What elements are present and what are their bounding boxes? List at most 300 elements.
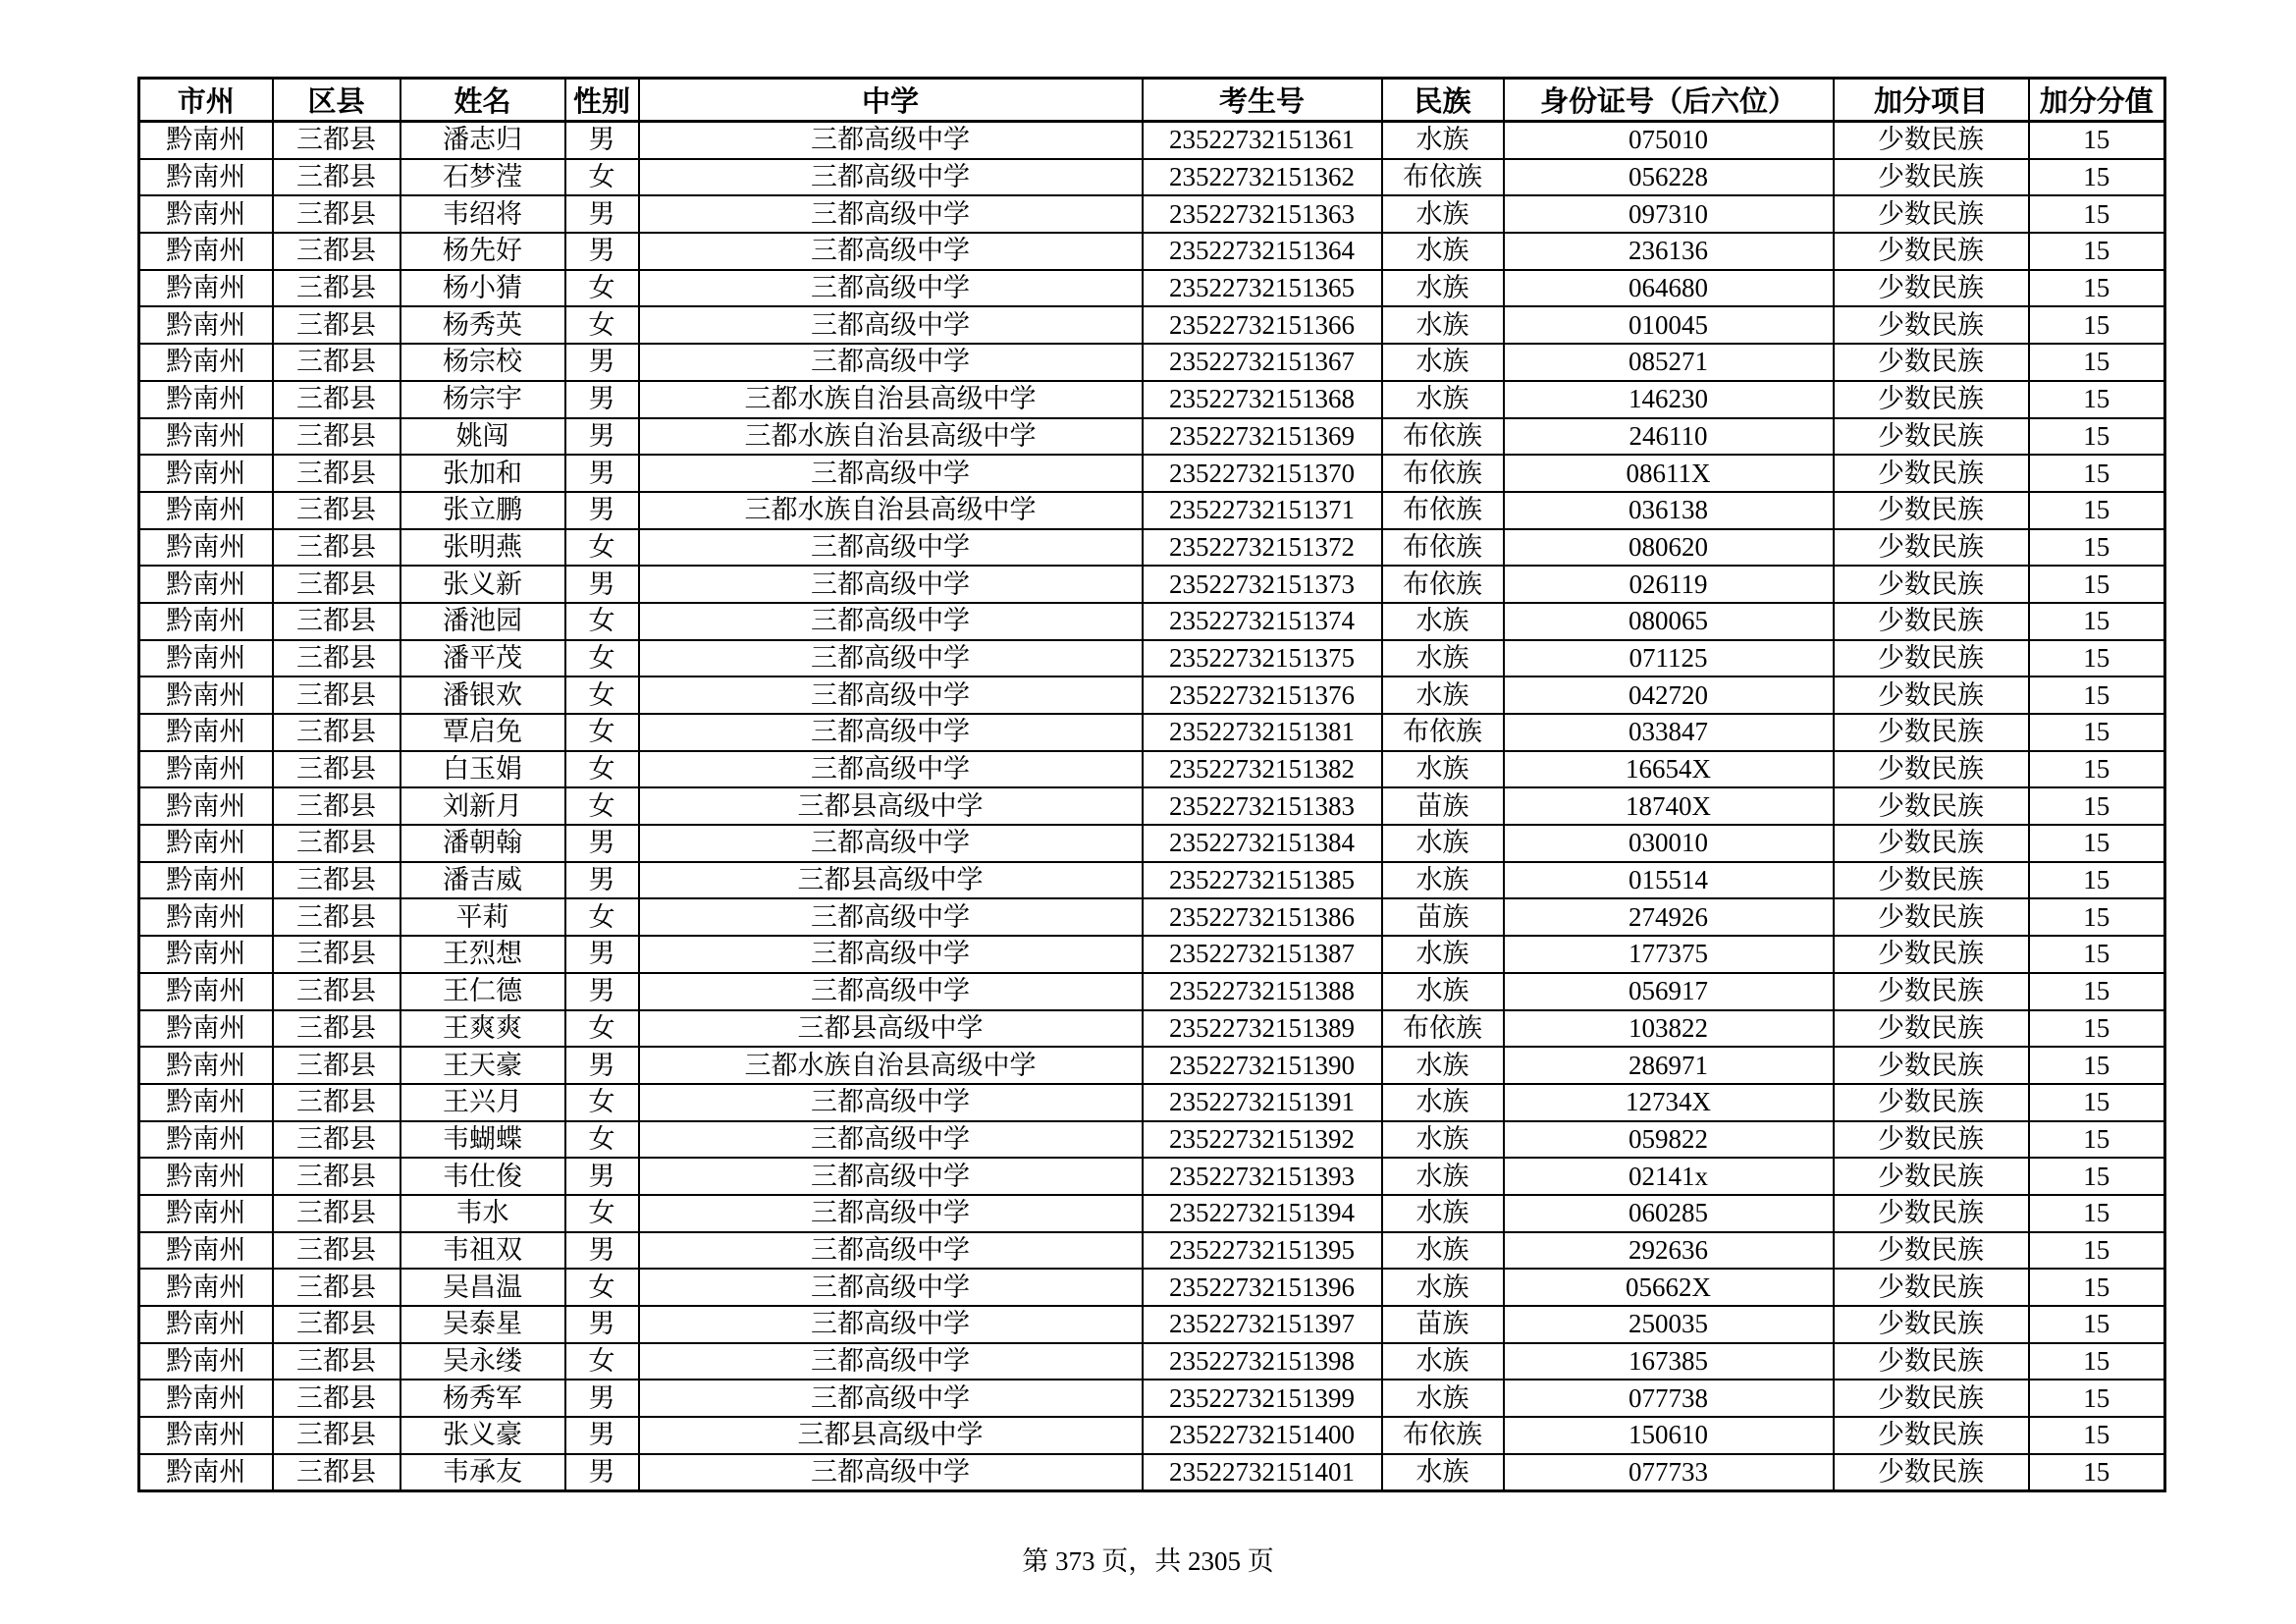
id-number-cell: 292636: [1504, 1232, 1834, 1270]
school-cell: 三都高级中学: [639, 566, 1143, 603]
id-number-cell: 274926: [1504, 898, 1834, 936]
name-cell: 王仁德: [400, 973, 565, 1010]
exam-number-cell: 23522732151399: [1143, 1380, 1382, 1417]
id-number-cell: 05662X: [1504, 1269, 1834, 1306]
school-cell: 三都高级中学: [639, 1195, 1143, 1232]
bonus-value-cell: 15: [2029, 122, 2165, 159]
ethnicity-cell: 水族: [1382, 1158, 1504, 1195]
gender-cell: 女: [565, 1121, 639, 1159]
bonus-item-cell: 少数民族: [1834, 529, 2029, 567]
bonus-item-cell: 少数民族: [1834, 1269, 2029, 1306]
city-cell: 黔南州: [139, 159, 273, 196]
city-cell: 黔南州: [139, 936, 273, 973]
table-row: [139, 1417, 2165, 1454]
bonus-value-cell: 15: [2029, 1232, 2165, 1270]
exam-number-cell: 23522732151396: [1143, 1269, 1382, 1306]
school-cell: 三都高级中学: [639, 973, 1143, 1010]
city-cell: 黔南州: [139, 751, 273, 788]
bonus-value-cell: 15: [2029, 936, 2165, 973]
exam-number-cell: 23522732151395: [1143, 1232, 1382, 1270]
bonus-value-cell: 15: [2029, 677, 2165, 714]
school-cell: 三都高级中学: [639, 529, 1143, 567]
county-cell: 三都县: [273, 1306, 400, 1343]
ethnicity-cell: 水族: [1382, 1269, 1504, 1306]
name-cell: 吴永缕: [400, 1343, 565, 1380]
gender-cell: 男: [565, 1417, 639, 1454]
county-cell: 三都县: [273, 603, 400, 640]
id-number-cell: 250035: [1504, 1306, 1834, 1343]
school-cell: 三都高级中学: [639, 1306, 1143, 1343]
bonus-item-cell: 少数民族: [1834, 1380, 2029, 1417]
exam-number-cell: 23522732151375: [1143, 640, 1382, 677]
county-cell: 三都县: [273, 787, 400, 825]
school-cell: 三都高级中学: [639, 195, 1143, 233]
bonus-item-cell: 少数民族: [1834, 418, 2029, 456]
county-cell: 三都县: [273, 159, 400, 196]
table-row: [139, 1380, 2165, 1417]
name-cell: 潘朝翰: [400, 825, 565, 862]
name-cell: 王兴月: [400, 1084, 565, 1121]
name-cell: 韦仕俊: [400, 1158, 565, 1195]
bonus-value-cell: 15: [2029, 862, 2165, 899]
id-number-cell: 286971: [1504, 1047, 1834, 1084]
city-cell: 黔南州: [139, 640, 273, 677]
city-cell: 黔南州: [139, 1158, 273, 1195]
school-cell: 三都高级中学: [639, 306, 1143, 344]
school-cell: 三都高级中学: [639, 159, 1143, 196]
exam-number-cell: 23522732151388: [1143, 973, 1382, 1010]
gender-cell: 男: [565, 418, 639, 456]
id-number-cell: 16654X: [1504, 751, 1834, 788]
table-row: [139, 973, 2165, 1010]
ethnicity-column-header: 民族: [1382, 79, 1504, 122]
city-cell: 黔南州: [139, 1047, 273, 1084]
bonus-value-column-header: 加分分值: [2029, 79, 2165, 122]
gender-cell: 男: [565, 344, 639, 381]
county-cell: 三都县: [273, 1269, 400, 1306]
bonus-item-cell: 少数民族: [1834, 1343, 2029, 1380]
id-number-cell: 071125: [1504, 640, 1834, 677]
school-cell: 三都高级中学: [639, 640, 1143, 677]
name-cell: 张加和: [400, 455, 565, 492]
bonus-value-cell: 15: [2029, 529, 2165, 567]
id-number-cell: 010045: [1504, 306, 1834, 344]
city-cell: 黔南州: [139, 233, 273, 270]
table-row: [139, 306, 2165, 344]
ethnicity-cell: 水族: [1382, 751, 1504, 788]
id-number-cell: 064680: [1504, 270, 1834, 307]
table-row: [139, 825, 2165, 862]
table-row: [139, 492, 2165, 529]
name-cell: 杨小猜: [400, 270, 565, 307]
ethnicity-cell: 水族: [1382, 825, 1504, 862]
school-cell: 三都县高级中学: [639, 862, 1143, 899]
exam-number-cell: 23522732151389: [1143, 1010, 1382, 1048]
id-number-cell: 030010: [1504, 825, 1834, 862]
bonus-value-cell: 15: [2029, 787, 2165, 825]
school-cell: 三都高级中学: [639, 1380, 1143, 1417]
ethnicity-cell: 布依族: [1382, 418, 1504, 456]
bonus-value-cell: 15: [2029, 1306, 2165, 1343]
table-row: [139, 1084, 2165, 1121]
bonus-item-cell: 少数民族: [1834, 306, 2029, 344]
id-number-column-header: 身份证号（后六位）: [1504, 79, 1834, 122]
county-cell: 三都县: [273, 529, 400, 567]
gender-cell: 男: [565, 566, 639, 603]
ethnicity-cell: 水族: [1382, 381, 1504, 418]
city-cell: 黔南州: [139, 381, 273, 418]
table-row: [139, 787, 2165, 825]
id-number-cell: 103822: [1504, 1010, 1834, 1048]
bonus-value-cell: 15: [2029, 603, 2165, 640]
school-cell: 三都水族自治县高级中学: [639, 492, 1143, 529]
bonus-value-cell: 15: [2029, 1047, 2165, 1084]
county-cell: 三都县: [273, 270, 400, 307]
gender-cell: 女: [565, 270, 639, 307]
exam-number-cell: 23522732151372: [1143, 529, 1382, 567]
bonus-item-cell: 少数民族: [1834, 455, 2029, 492]
school-cell: 三都县高级中学: [639, 787, 1143, 825]
bonus-value-cell: 15: [2029, 898, 2165, 936]
table-row: [139, 1121, 2165, 1159]
exam-number-cell: 23522732151365: [1143, 270, 1382, 307]
bonus-value-cell: 15: [2029, 418, 2165, 456]
table-row: [139, 936, 2165, 973]
bonus-value-cell: 15: [2029, 566, 2165, 603]
table-row: [139, 1195, 2165, 1232]
gender-cell: 女: [565, 603, 639, 640]
gender-cell: 女: [565, 1343, 639, 1380]
city-cell: 黔南州: [139, 603, 273, 640]
bonus-item-cell: 少数民族: [1834, 603, 2029, 640]
name-cell: 韦绍将: [400, 195, 565, 233]
bonus-value-cell: 15: [2029, 306, 2165, 344]
exam-number-cell: 23522732151398: [1143, 1343, 1382, 1380]
id-number-cell: 146230: [1504, 381, 1834, 418]
id-number-cell: 036138: [1504, 492, 1834, 529]
ethnicity-cell: 水族: [1382, 1121, 1504, 1159]
city-cell: 黔南州: [139, 898, 273, 936]
bonus-item-cell: 少数民族: [1834, 233, 2029, 270]
gender-cell: 男: [565, 936, 639, 973]
name-cell: 张义新: [400, 566, 565, 603]
gender-cell: 女: [565, 787, 639, 825]
city-cell: 黔南州: [139, 566, 273, 603]
county-cell: 三都县: [273, 1010, 400, 1048]
table-row: [139, 1010, 2165, 1048]
name-cell: 潘银欢: [400, 677, 565, 714]
school-cell: 三都高级中学: [639, 936, 1143, 973]
id-number-cell: 075010: [1504, 122, 1834, 159]
table-row: [139, 566, 2165, 603]
exam-number-cell: 23522732151381: [1143, 714, 1382, 751]
name-cell: 潘吉威: [400, 862, 565, 899]
exam-number-cell: 23522732151361: [1143, 122, 1382, 159]
county-cell: 三都县: [273, 825, 400, 862]
table-row: [139, 640, 2165, 677]
name-cell: 杨先好: [400, 233, 565, 270]
gender-cell: 女: [565, 640, 639, 677]
exam-number-cell: 23522732151401: [1143, 1454, 1382, 1491]
bonus-value-cell: 15: [2029, 1010, 2165, 1048]
bonus-value-cell: 15: [2029, 270, 2165, 307]
school-cell: 三都高级中学: [639, 751, 1143, 788]
name-cell: 杨宗宇: [400, 381, 565, 418]
county-cell: 三都县: [273, 381, 400, 418]
school-cell: 三都县高级中学: [639, 1417, 1143, 1454]
exam-number-cell: 23522732151387: [1143, 936, 1382, 973]
exam-number-cell: 23522732151394: [1143, 1195, 1382, 1232]
name-cell: 韦水: [400, 1195, 565, 1232]
school-cell: 三都高级中学: [639, 1158, 1143, 1195]
id-number-cell: 033847: [1504, 714, 1834, 751]
school-cell: 三都高级中学: [639, 1232, 1143, 1270]
name-cell: 杨秀英: [400, 306, 565, 344]
bonus-item-cell: 少数民族: [1834, 270, 2029, 307]
city-cell: 黔南州: [139, 344, 273, 381]
bonus-item-cell: 少数民族: [1834, 1047, 2029, 1084]
school-cell: 三都高级中学: [639, 233, 1143, 270]
table-row: [139, 1454, 2165, 1491]
exam-number-cell: 23522732151367: [1143, 344, 1382, 381]
table-body: [139, 122, 2165, 1491]
bonus-value-cell: 15: [2029, 714, 2165, 751]
county-cell: 三都县: [273, 1047, 400, 1084]
table-row: [139, 677, 2165, 714]
table-row: [139, 233, 2165, 270]
id-number-cell: 056228: [1504, 159, 1834, 196]
name-cell: 刘新月: [400, 787, 565, 825]
exam-number-cell: 23522732151393: [1143, 1158, 1382, 1195]
county-cell: 三都县: [273, 973, 400, 1010]
county-cell: 三都县: [273, 862, 400, 899]
ethnicity-cell: 布依族: [1382, 566, 1504, 603]
bonus-item-cell: 少数民族: [1834, 122, 2029, 159]
gender-cell: 男: [565, 195, 639, 233]
city-cell: 黔南州: [139, 1417, 273, 1454]
city-cell: 黔南州: [139, 1010, 273, 1048]
name-cell: 吴泰星: [400, 1306, 565, 1343]
bonus-item-cell: 少数民族: [1834, 1010, 2029, 1048]
bonus-value-cell: 15: [2029, 1269, 2165, 1306]
ethnicity-cell: 水族: [1382, 1047, 1504, 1084]
school-cell: 三都高级中学: [639, 1343, 1143, 1380]
exam-number-cell: 23522732151373: [1143, 566, 1382, 603]
county-cell: 三都县: [273, 1195, 400, 1232]
gender-cell: 男: [565, 455, 639, 492]
id-number-cell: 085271: [1504, 344, 1834, 381]
table-row: [139, 898, 2165, 936]
bonus-item-cell: 少数民族: [1834, 1121, 2029, 1159]
city-cell: 黔南州: [139, 787, 273, 825]
school-cell: 三都高级中学: [639, 1084, 1143, 1121]
ethnicity-cell: 水族: [1382, 603, 1504, 640]
bonus-item-cell: 少数民族: [1834, 566, 2029, 603]
exam-number-cell: 23522732151391: [1143, 1084, 1382, 1121]
header-row: [139, 79, 2165, 122]
county-cell: 三都县: [273, 898, 400, 936]
exam-number-cell: 23522732151386: [1143, 898, 1382, 936]
id-number-cell: 015514: [1504, 862, 1834, 899]
gender-cell: 男: [565, 1158, 639, 1195]
id-number-cell: 026119: [1504, 566, 1834, 603]
exam-number-cell: 23522732151382: [1143, 751, 1382, 788]
table-row: [139, 159, 2165, 196]
ethnicity-cell: 水族: [1382, 1343, 1504, 1380]
gender-cell: 男: [565, 233, 639, 270]
bonus-item-column-header: 加分项目: [1834, 79, 2029, 122]
gender-cell: 男: [565, 1380, 639, 1417]
bonus-value-cell: 15: [2029, 1121, 2165, 1159]
id-number-cell: 12734X: [1504, 1084, 1834, 1121]
ethnicity-cell: 水族: [1382, 122, 1504, 159]
table-row: [139, 751, 2165, 788]
ethnicity-cell: 布依族: [1382, 1417, 1504, 1454]
name-cell: 张义豪: [400, 1417, 565, 1454]
id-number-cell: 18740X: [1504, 787, 1834, 825]
table-row: [139, 1269, 2165, 1306]
ethnicity-cell: 布依族: [1382, 1010, 1504, 1048]
city-cell: 黔南州: [139, 1306, 273, 1343]
gender-cell: 女: [565, 898, 639, 936]
county-cell: 三都县: [273, 566, 400, 603]
table-row: [139, 344, 2165, 381]
name-cell: 王烈想: [400, 936, 565, 973]
school-cell: 三都水族自治县高级中学: [639, 381, 1143, 418]
bonus-value-cell: 15: [2029, 195, 2165, 233]
ethnicity-cell: 布依族: [1382, 492, 1504, 529]
bonus-item-cell: 少数民族: [1834, 973, 2029, 1010]
name-cell: 张立鹏: [400, 492, 565, 529]
table-row: [139, 1343, 2165, 1380]
gender-cell: 女: [565, 1084, 639, 1121]
school-cell: 三都高级中学: [639, 677, 1143, 714]
county-cell: 三都县: [273, 344, 400, 381]
gender-cell: 男: [565, 1232, 639, 1270]
bonus-value-cell: 15: [2029, 344, 2165, 381]
ethnicity-cell: 布依族: [1382, 159, 1504, 196]
bonus-value-cell: 15: [2029, 1158, 2165, 1195]
name-cell: 韦蝴蝶: [400, 1121, 565, 1159]
id-number-cell: 077733: [1504, 1454, 1834, 1491]
city-cell: 黔南州: [139, 1269, 273, 1306]
exam-number-cell: 23522732151385: [1143, 862, 1382, 899]
county-cell: 三都县: [273, 677, 400, 714]
county-cell: 三都县: [273, 1417, 400, 1454]
id-number-cell: 080620: [1504, 529, 1834, 567]
bonus-item-cell: 少数民族: [1834, 492, 2029, 529]
gender-cell: 男: [565, 1306, 639, 1343]
ethnicity-cell: 水族: [1382, 677, 1504, 714]
id-number-cell: 246110: [1504, 418, 1834, 456]
county-cell: 三都县: [273, 492, 400, 529]
ethnicity-cell: 水族: [1382, 936, 1504, 973]
table-row: [139, 603, 2165, 640]
county-cell: 三都县: [273, 418, 400, 456]
name-column-header: 姓名: [400, 79, 565, 122]
name-cell: 王爽爽: [400, 1010, 565, 1048]
exam-number-cell: 23522732151374: [1143, 603, 1382, 640]
city-cell: 黔南州: [139, 825, 273, 862]
exam-number-cell: 23522732151397: [1143, 1306, 1382, 1343]
county-cell: 三都县: [273, 1454, 400, 1491]
ethnicity-cell: 水族: [1382, 344, 1504, 381]
gender-cell: 女: [565, 1010, 639, 1048]
exam-number-cell: 23522732151363: [1143, 195, 1382, 233]
exam-number-cell: 23522732151392: [1143, 1121, 1382, 1159]
gender-cell: 女: [565, 529, 639, 567]
ethnicity-cell: 水族: [1382, 1454, 1504, 1491]
bonus-item-cell: 少数民族: [1834, 640, 2029, 677]
name-cell: 平莉: [400, 898, 565, 936]
bonus-item-cell: 少数民族: [1834, 1158, 2029, 1195]
bonus-item-cell: 少数民族: [1834, 1454, 2029, 1491]
school-cell: 三都高级中学: [639, 1121, 1143, 1159]
id-number-cell: 02141x: [1504, 1158, 1834, 1195]
city-cell: 黔南州: [139, 973, 273, 1010]
bonus-value-cell: 15: [2029, 1417, 2165, 1454]
bonus-item-cell: 少数民族: [1834, 898, 2029, 936]
bonus-item-cell: 少数民族: [1834, 787, 2029, 825]
id-number-cell: 097310: [1504, 195, 1834, 233]
city-cell: 黔南州: [139, 270, 273, 307]
county-cell: 三都县: [273, 455, 400, 492]
gender-cell: 女: [565, 159, 639, 196]
city-cell: 黔南州: [139, 1454, 273, 1491]
bonus-value-cell: 15: [2029, 1195, 2165, 1232]
gender-cell: 男: [565, 973, 639, 1010]
bonus-points-table: [137, 77, 2166, 1492]
gender-cell: 男: [565, 122, 639, 159]
ethnicity-cell: 布依族: [1382, 529, 1504, 567]
school-cell: 三都高级中学: [639, 1454, 1143, 1491]
name-cell: 覃启免: [400, 714, 565, 751]
bonus-item-cell: 少数民族: [1834, 1417, 2029, 1454]
id-number-cell: 167385: [1504, 1343, 1834, 1380]
school-cell: 三都高级中学: [639, 898, 1143, 936]
exam-number-cell: 23522732151400: [1143, 1417, 1382, 1454]
county-cell: 三都县: [273, 1232, 400, 1270]
name-cell: 吴昌温: [400, 1269, 565, 1306]
school-cell: 三都高级中学: [639, 344, 1143, 381]
school-cell: 三都水族自治县高级中学: [639, 1047, 1143, 1084]
table-row: [139, 418, 2165, 456]
school-cell: 三都高级中学: [639, 825, 1143, 862]
city-cell: 黔南州: [139, 862, 273, 899]
school-cell: 三都高级中学: [639, 122, 1143, 159]
bonus-item-cell: 少数民族: [1834, 1084, 2029, 1121]
city-cell: 黔南州: [139, 1343, 273, 1380]
bonus-value-cell: 15: [2029, 233, 2165, 270]
table-row: [139, 1306, 2165, 1343]
school-cell: 三都县高级中学: [639, 1010, 1143, 1048]
table-row: [139, 1232, 2165, 1270]
city-cell: 黔南州: [139, 1195, 273, 1232]
exam-number-cell: 23522732151383: [1143, 787, 1382, 825]
name-cell: 张明燕: [400, 529, 565, 567]
id-number-cell: 056917: [1504, 973, 1834, 1010]
id-number-cell: 177375: [1504, 936, 1834, 973]
gender-column-header: 性别: [565, 79, 639, 122]
exam-number-cell: 23522732151371: [1143, 492, 1382, 529]
gender-cell: 女: [565, 714, 639, 751]
name-cell: 潘池园: [400, 603, 565, 640]
exam-number-cell: 23522732151376: [1143, 677, 1382, 714]
bonus-value-cell: 15: [2029, 1454, 2165, 1491]
name-cell: 白玉娟: [400, 751, 565, 788]
ethnicity-cell: 苗族: [1382, 787, 1504, 825]
gender-cell: 男: [565, 862, 639, 899]
